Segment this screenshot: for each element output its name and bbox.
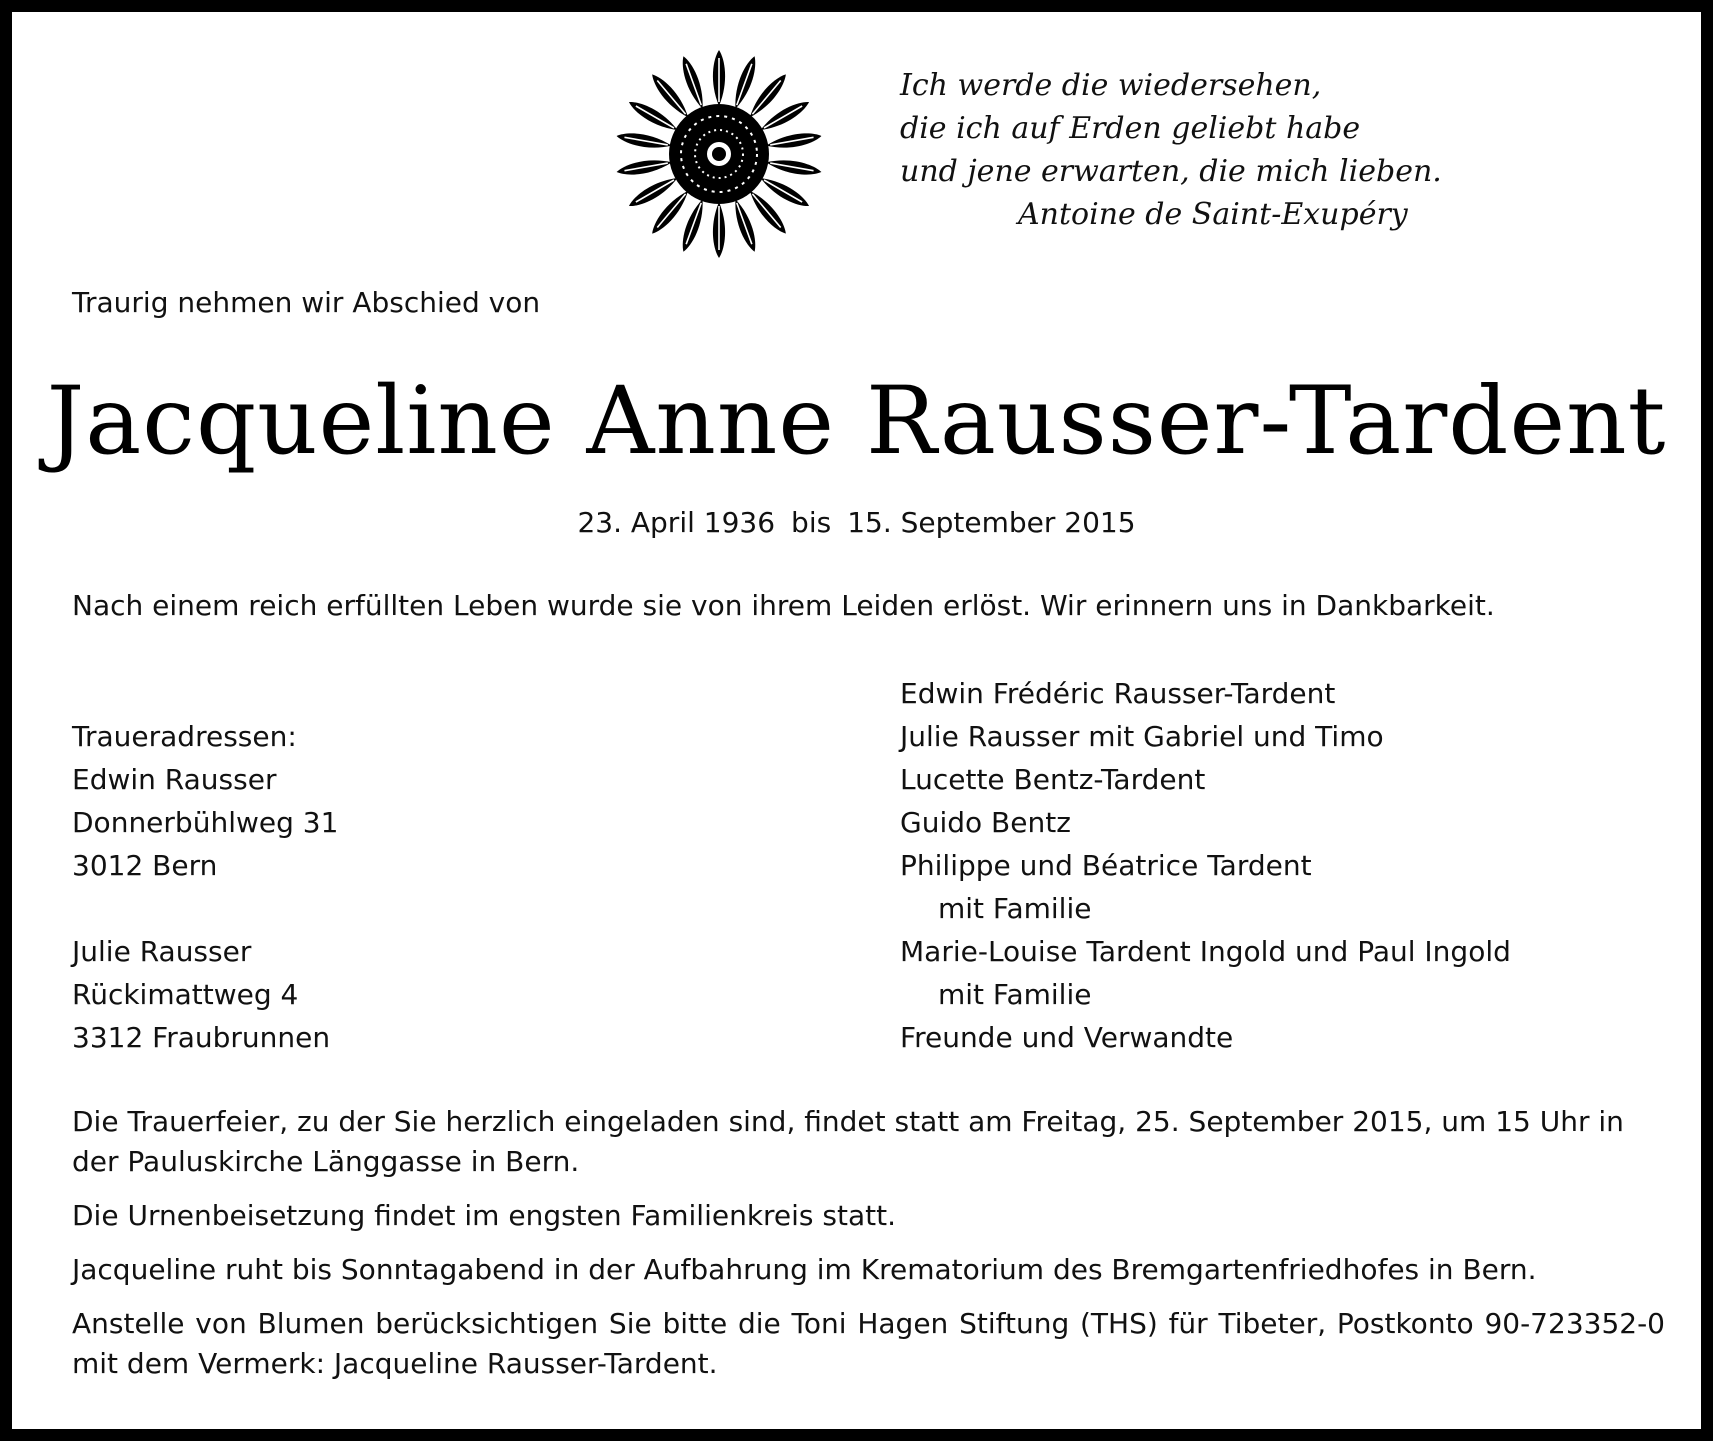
sunflower-icon <box>594 46 844 266</box>
birth-date: 23. April 1936 <box>577 506 776 539</box>
mourner-name: Edwin Frédéric Rausser-Tardent <box>900 677 1336 710</box>
urn-paragraph: Die Urnenbeisetzung findet im engsten Familienkreis statt. <box>72 1199 897 1232</box>
address-line: Rückimattweg 4 <box>72 978 299 1011</box>
mourner-name: mit Familie <box>938 978 1092 1011</box>
address-line: Edwin Rausser <box>72 763 277 796</box>
mourner-name: mit Familie <box>938 892 1092 925</box>
death-date: 15. September 2015 <box>847 506 1136 539</box>
quote-line: Ich werde die wiedersehen, <box>900 68 1322 103</box>
mourner-name: Lucette Bentz-Tardent <box>900 763 1206 796</box>
mourning-addresses <box>72 715 338 1059</box>
life-dates <box>12 506 1701 539</box>
mourners-list <box>900 672 1511 1059</box>
intro-text: Traurig nehmen wir Abschied von <box>72 286 541 319</box>
mourner-name: Julie Rausser mit Gabriel und Timo <box>900 720 1384 753</box>
quote-block <box>900 64 1442 236</box>
mourner-name: Guido Bentz <box>900 806 1071 839</box>
quote-line: die ich auf Erden geliebt habe <box>900 111 1361 146</box>
quote-author: Antoine de Saint-Exupéry <box>1018 197 1408 232</box>
funeral-paragraph: Die Trauerfeier, zu der Sie herzlich eingeladen sind, findet statt am Freitag, 25. September 2015, um 15 Uhr in der Pauluskirche Länggasse in Bern. <box>72 1105 1624 1178</box>
address-line: 3012 Bern <box>72 849 218 882</box>
viewing-paragraph: Jacqueline ruht bis Sonntagabend in der Aufbahrung im Krematorium des Bremgartenfriedhofes in Bern. <box>72 1253 1537 1286</box>
address-line: Donnerbühlweg 31 <box>72 806 339 839</box>
date-separator: bis <box>791 506 832 539</box>
addresses-heading: Traueradressen: <box>72 720 297 753</box>
donation-paragraph: Anstelle von Blumen berücksichtigen Sie bitte die Toni Hagen Stiftung (THS) für Tibeter, Postkonto 90-723352-0 mit dem Vermerk: Jacqueline Rausser-Tardent. <box>72 1307 1665 1380</box>
mourner-name: Marie-Louise Tardent Ingold und Paul Ingold <box>900 935 1511 968</box>
remembrance-text: Nach einem reich erfüllten Leben wurde sie von ihrem Leiden erlöst. Wir erinnern uns in Dankbarkeit. <box>72 589 1495 622</box>
service-details <box>72 1102 1665 1398</box>
deceased-name: Jacqueline Anne Rausser-Tardent <box>46 367 1667 476</box>
mourner-name: Freunde und Verwandte <box>900 1021 1234 1054</box>
quote-line: und jene erwarten, die mich lieben. <box>900 154 1442 189</box>
address-line: 3312 Fraubrunnen <box>72 1021 331 1054</box>
mourner-name: Philippe und Béatrice Tardent <box>900 849 1312 882</box>
address-line: Julie Rausser <box>72 935 252 968</box>
